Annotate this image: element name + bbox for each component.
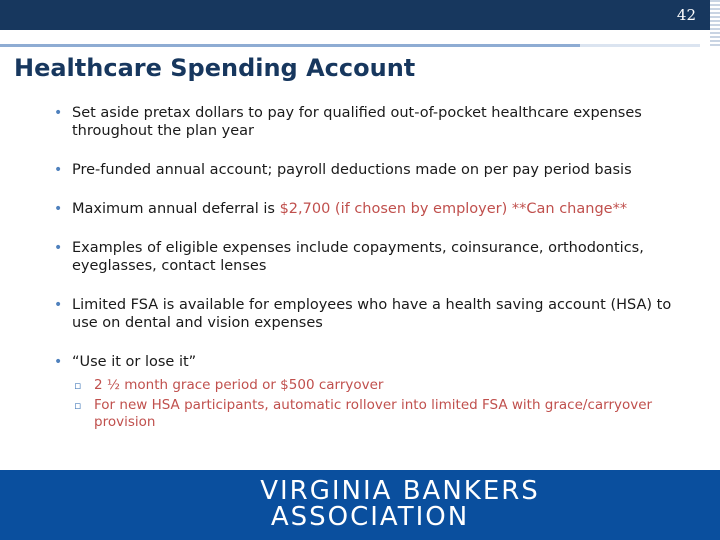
slide-title: Healthcare Spending Account [14,54,416,82]
bullet-text: Maximum annual deferral is [72,201,280,217]
page-number: 42 [676,6,696,24]
bullet-item [50,353,690,431]
square-bullet-icon: ▫ [74,379,82,392]
logo-line-1: VIRGINIA BANKERS [260,476,540,506]
bullet-icon: • [54,240,63,256]
bullet-icon: • [54,354,63,370]
sub-bullet-text: For new HSA participants, automatic rollover into limited FSA with grace/carryover provision [94,397,653,430]
bullet-item [50,161,690,179]
bullet-icon: • [54,201,63,217]
header-bar [0,0,710,30]
footer-banner [0,470,720,540]
decorative-stripes [710,0,720,50]
bullet-icon: • [54,105,63,121]
bullet-item [50,200,690,218]
title-divider-light [580,44,700,47]
bullet-text: Pre-funded annual account; payroll deductions made on per pay period basis [72,162,632,178]
bullet-icon: • [54,162,63,178]
bullet-icon: • [54,297,63,313]
bullet-list [50,104,690,434]
bullet-text: Limited FSA is available for employees who have a health saving account (HSA) to use on dental and vision expenses [72,297,672,331]
logo-line-2: ASSOCIATION [270,502,470,532]
sub-bullet-item [72,377,690,394]
vba-logo [0,478,720,530]
bullet-item [50,104,690,140]
sub-bullet-item [72,397,690,431]
bullet-item [50,239,690,275]
square-bullet-icon: ▫ [74,399,82,412]
title-divider [0,44,580,47]
bullet-text: Set aside pretax dollars to pay for qualified out-of-pocket healthcare expenses throughout the plan year [72,105,642,139]
sub-bullet-text: 2 ½ month grace period or $500 carryover [94,377,384,393]
bullet-item [50,296,690,332]
bullet-text: Examples of eligible expenses include copayments, coinsurance, orthodontics, eyeglasses, contact lenses [72,240,644,274]
bullet-highlight-text: $2,700 (if chosen by employer) **Can change** [279,201,628,217]
bullet-text: “Use it or lose it” [72,354,197,370]
sub-bullet-list [72,377,690,431]
